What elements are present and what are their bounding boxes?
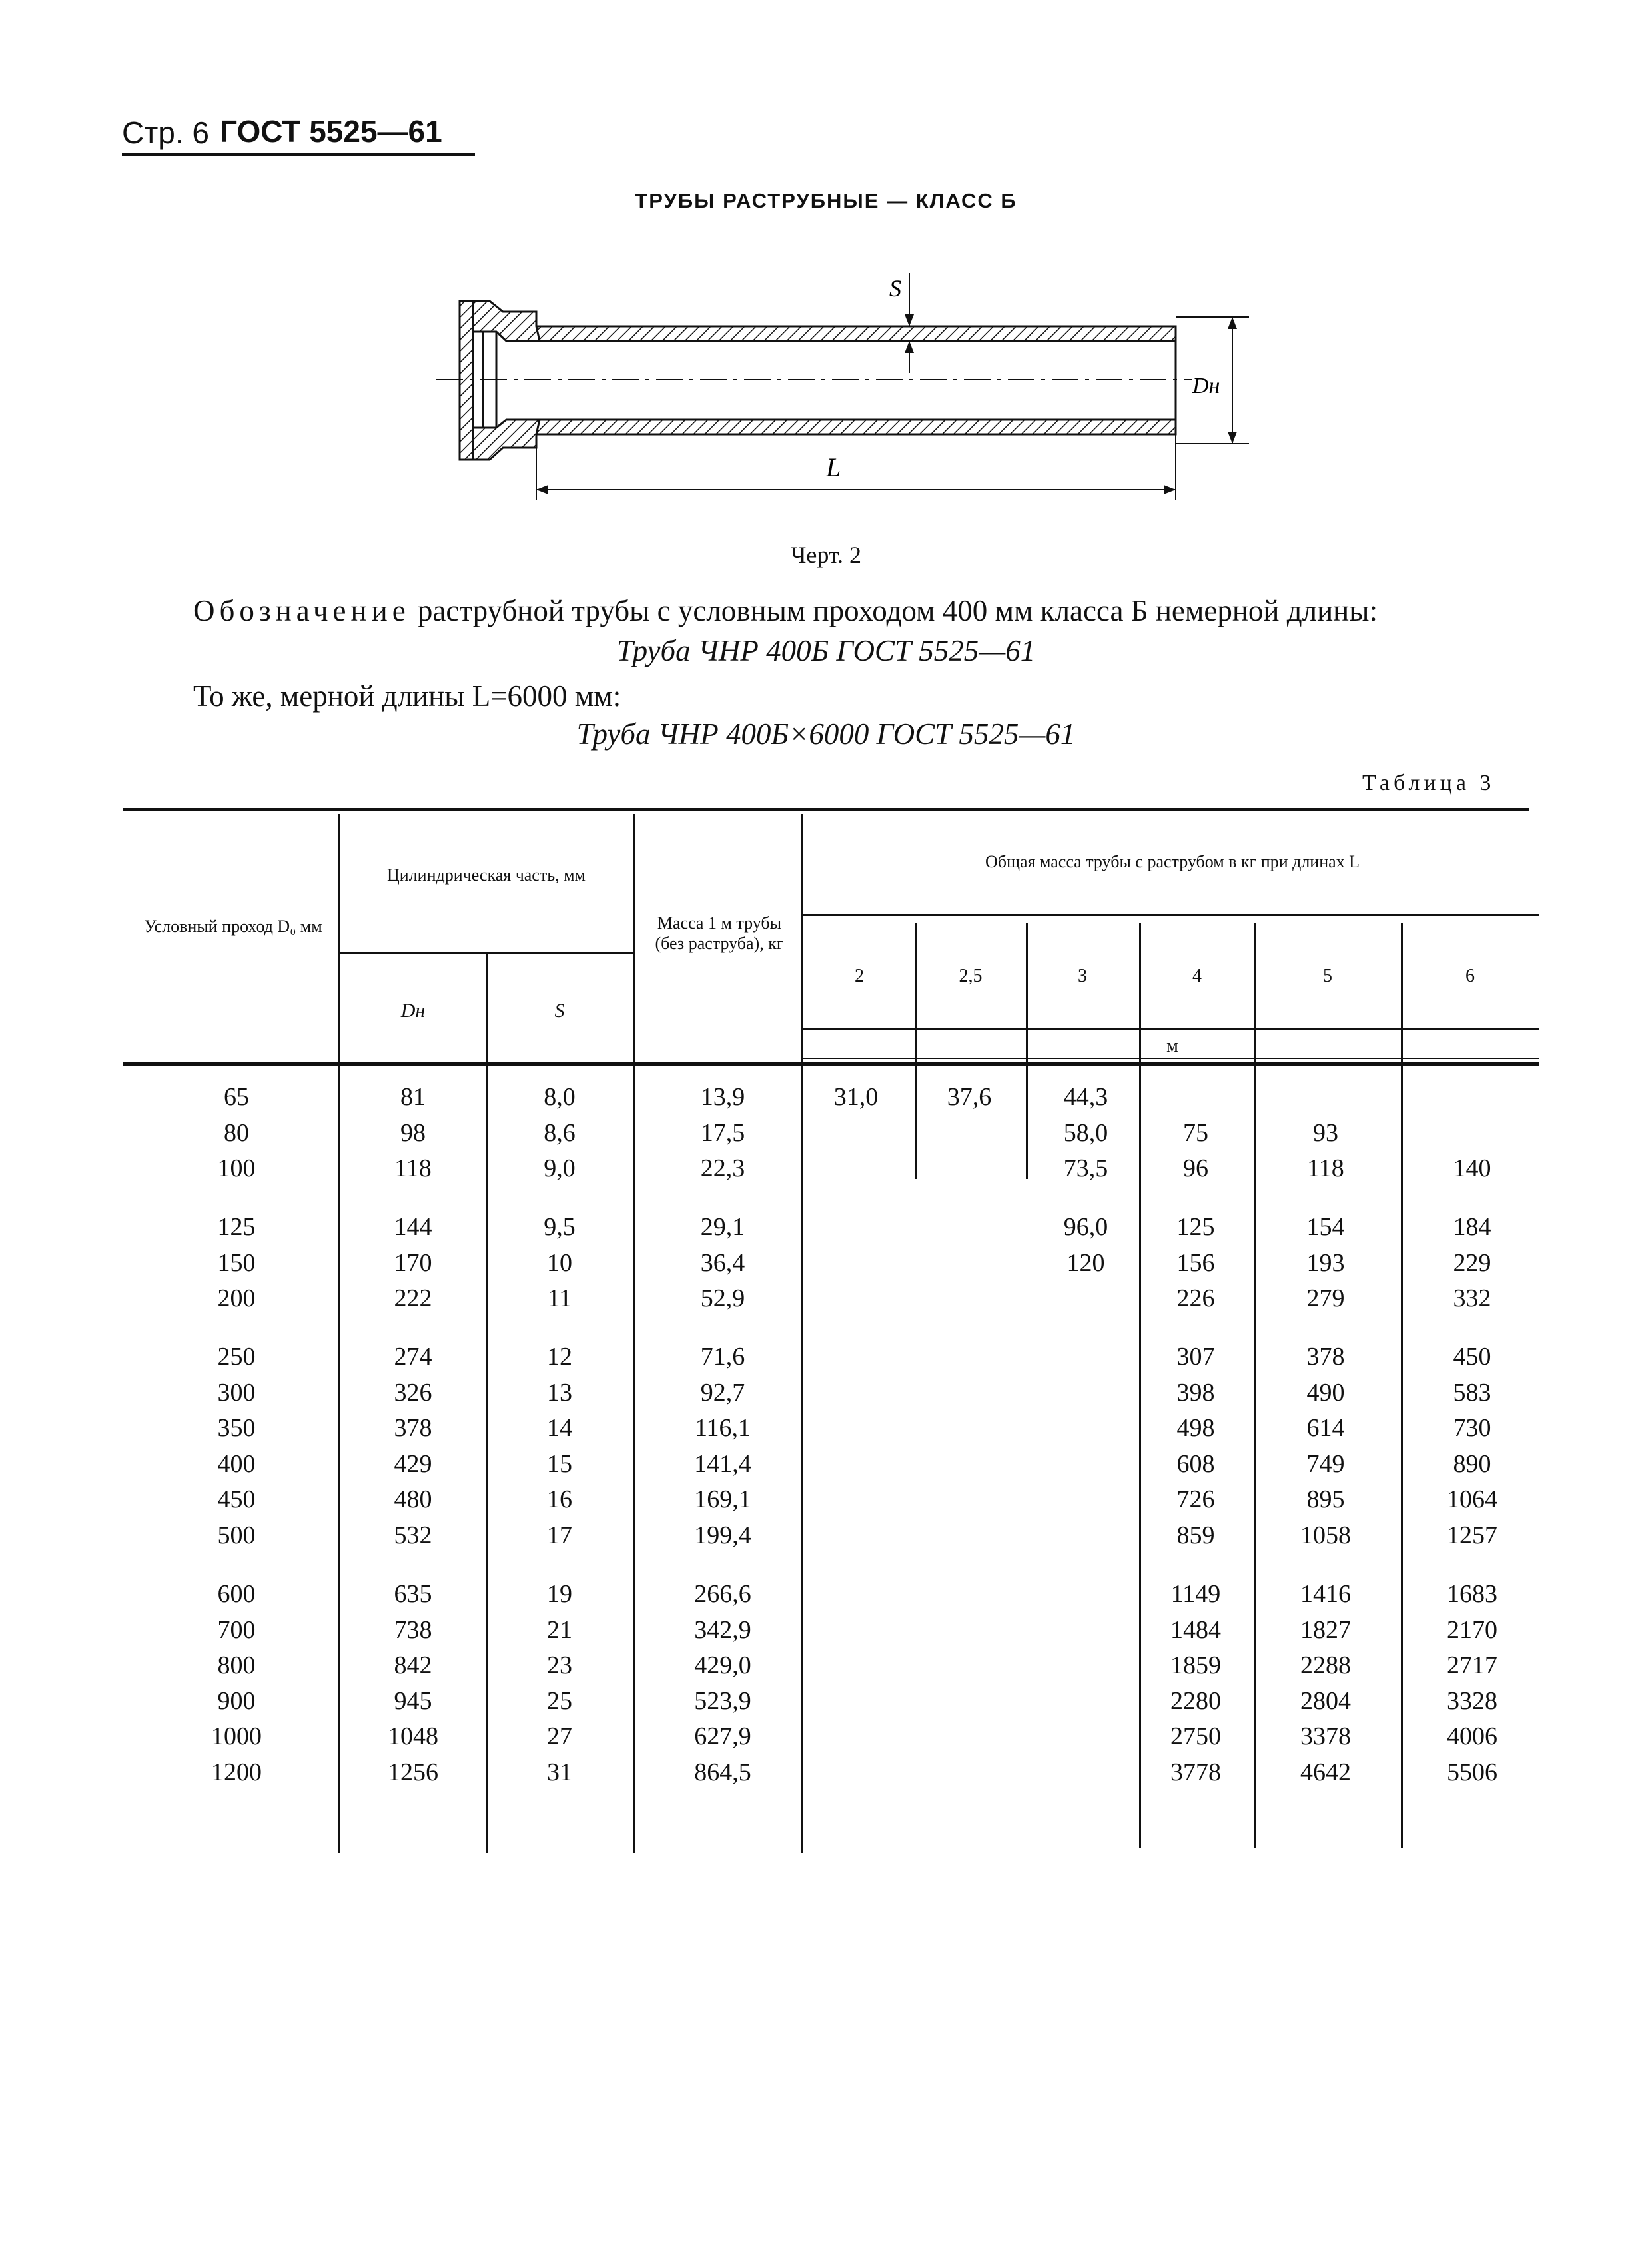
table-cell: 1257	[1447, 1521, 1497, 1549]
table-cell: 226	[1176, 1284, 1215, 1312]
table-cell: 523,9	[694, 1687, 751, 1715]
table-cell: 65	[224, 1083, 249, 1111]
table-cell: 44,3	[1063, 1083, 1108, 1111]
table-cell: 13,9	[700, 1083, 745, 1111]
table-cell: 13	[547, 1379, 572, 1407]
header-dn: Dн	[400, 1000, 426, 1022]
table-cell: 9,0	[544, 1154, 576, 1182]
table-cell: 895	[1306, 1485, 1345, 1513]
label-dn: Dн	[1192, 374, 1220, 398]
table-cell: 266,6	[694, 1580, 751, 1608]
table-cell: 125	[217, 1213, 256, 1241]
table-row	[0, 1378, 1652, 1413]
table-row	[0, 1342, 1652, 1377]
page-number: Стр. 6	[122, 115, 210, 150]
table-row	[0, 1154, 1652, 1188]
table-cell: 125	[1176, 1213, 1215, 1241]
label-s: S	[889, 275, 901, 302]
table-row	[0, 1521, 1652, 1555]
table-cell: 12	[547, 1343, 572, 1371]
table-cell: 3328	[1447, 1687, 1497, 1715]
header-nominal: Условный проход D₀ мм	[144, 917, 322, 936]
table-cell: 1859	[1170, 1651, 1221, 1679]
table-cell: 350	[217, 1414, 256, 1442]
table-cell: 229	[1453, 1249, 1491, 1277]
table-cell: 307	[1176, 1343, 1215, 1371]
table-cell: 800	[217, 1651, 256, 1679]
table-cell: 842	[394, 1651, 432, 1679]
table-cell: 16	[547, 1485, 572, 1513]
header-s: S	[554, 1000, 565, 1022]
label-l: L	[826, 452, 841, 482]
table-cell: 635	[394, 1580, 432, 1608]
table-cell: 279	[1306, 1284, 1345, 1312]
table-cell: 19	[547, 1580, 572, 1608]
table-cell: 80	[224, 1119, 249, 1147]
table-label: Таблица 3	[1362, 771, 1495, 795]
table-cell: 614	[1306, 1414, 1345, 1442]
table-cell: 1484	[1170, 1616, 1221, 1644]
table-cell: 400	[217, 1450, 256, 1478]
table-cell: 9,5	[544, 1213, 576, 1241]
table-cell: 120	[1066, 1249, 1105, 1277]
table-row	[0, 1449, 1652, 1484]
table-cell: 1256	[388, 1758, 438, 1786]
table-cell: 96,0	[1063, 1213, 1108, 1241]
table-cell: 1149	[1170, 1580, 1221, 1608]
table-cell: 583	[1453, 1379, 1491, 1407]
measured-length-example: Труба ЧНР 400Б×6000 ГОСТ 5525—61	[576, 717, 1076, 751]
table-cell: 73,5	[1063, 1154, 1108, 1182]
table-cell: 450	[1453, 1343, 1491, 1371]
table-cell: 184	[1453, 1213, 1491, 1241]
table-cell: 2750	[1170, 1722, 1221, 1750]
table-cell: 2280	[1170, 1687, 1221, 1715]
table-row	[0, 1651, 1652, 1685]
table-cell: 1000	[211, 1722, 262, 1750]
table-cell: 864,5	[694, 1758, 751, 1786]
table-cell: 21	[547, 1616, 572, 1644]
table-cell: 140	[1453, 1154, 1491, 1182]
table-row	[0, 1284, 1652, 1318]
table-cell: 1683	[1447, 1580, 1497, 1608]
length-3: 3	[1078, 966, 1087, 986]
table-cell: 5506	[1447, 1758, 1497, 1786]
section-title: ТРУБЫ РАСТРУБНЫЕ — КЛАСС Б	[635, 189, 1017, 212]
measured-length-text: То же, мерной длины L=6000 мм:	[193, 679, 621, 713]
table-row	[0, 1212, 1652, 1247]
table-cell: 900	[217, 1687, 256, 1715]
table-row	[0, 1579, 1652, 1614]
table-cell: 1200	[211, 1758, 262, 1786]
table-cell: 8,0	[544, 1083, 576, 1111]
table-cell: 36,4	[700, 1249, 745, 1277]
table-cell: 2170	[1447, 1616, 1497, 1644]
table-cell: 17	[547, 1521, 572, 1549]
header-mass: Масса 1 м трубы (без раструба), кг	[655, 913, 784, 954]
table-cell: 2804	[1300, 1687, 1351, 1715]
table-cell: 58,0	[1063, 1119, 1108, 1147]
length-2: 2	[855, 966, 864, 986]
table-cell: 274	[394, 1343, 432, 1371]
table-row	[0, 1413, 1652, 1448]
table-cell: 31	[547, 1758, 572, 1786]
table-cell: 15	[547, 1450, 572, 1478]
table-cell: 100	[217, 1154, 256, 1182]
table-cell: 300	[217, 1379, 256, 1407]
table-cell: 81	[400, 1083, 426, 1111]
table-row	[0, 1118, 1652, 1153]
table-row	[0, 1686, 1652, 1721]
table-cell: 490	[1306, 1379, 1345, 1407]
table-cell: 154	[1306, 1213, 1345, 1241]
standard-id: ГОСТ 5525—61	[220, 114, 442, 149]
table-cell: 118	[1307, 1154, 1344, 1182]
table-cell: 700	[217, 1616, 256, 1644]
table-cell: 75	[1183, 1119, 1208, 1147]
table-cell: 92,7	[700, 1379, 745, 1407]
designation-word: Обозначение	[193, 594, 410, 627]
table-cell: 738	[394, 1616, 432, 1644]
table-cell: 332	[1453, 1284, 1491, 1312]
table-cell: 1058	[1300, 1521, 1351, 1549]
table-cell: 1827	[1300, 1616, 1351, 1644]
length-unit: м	[1166, 1036, 1178, 1056]
table-cell: 480	[394, 1485, 432, 1513]
table-cell: 726	[1176, 1485, 1215, 1513]
table-cell: 11	[547, 1284, 572, 1312]
table-cell: 3778	[1170, 1758, 1221, 1786]
table-cell: 326	[394, 1379, 432, 1407]
table-cell: 156	[1176, 1249, 1215, 1277]
table-row	[0, 1485, 1652, 1519]
table-cell: 22,3	[700, 1154, 745, 1182]
table-cell: 25	[547, 1687, 572, 1715]
header-cylindrical: Цилиндрическая часть, мм	[387, 865, 586, 885]
length-5: 5	[1323, 966, 1332, 986]
table-cell: 429	[394, 1450, 432, 1478]
table-cell: 14	[547, 1414, 572, 1442]
table-row	[0, 1248, 1652, 1283]
table-row	[0, 1082, 1652, 1117]
table-cell: 2288	[1300, 1651, 1351, 1679]
table-cell: 93	[1313, 1119, 1338, 1147]
designation-example: Труба ЧНР 400Б ГОСТ 5525—61	[616, 634, 1036, 667]
table-cell: 200	[217, 1284, 256, 1312]
table-cell: 17,5	[700, 1119, 745, 1147]
table-cell: 429,0	[694, 1651, 751, 1679]
designation-rest: раструбной трубы с условным проходом 400 мм класса Б немерной длины:	[410, 594, 1378, 627]
length-4: 4	[1192, 966, 1202, 986]
table-cell: 37,6	[947, 1083, 992, 1111]
table-cell: 71,6	[700, 1343, 745, 1371]
table-cell: 116,1	[694, 1414, 751, 1442]
table-cell: 342,9	[694, 1616, 751, 1644]
table-cell: 141,4	[694, 1450, 751, 1478]
table-cell: 1416	[1300, 1580, 1351, 1608]
table-cell: 27	[547, 1722, 572, 1750]
table-cell: 378	[1306, 1343, 1345, 1371]
table-cell: 4642	[1300, 1758, 1351, 1786]
table-cell: 23	[547, 1651, 572, 1679]
table-cell: 398	[1176, 1379, 1215, 1407]
table-cell: 1048	[388, 1722, 438, 1750]
table-cell: 2717	[1447, 1651, 1497, 1679]
table-cell: 8,6	[544, 1119, 576, 1147]
table-cell: 170	[394, 1249, 432, 1277]
table-cell: 29,1	[700, 1213, 745, 1241]
table-cell: 890	[1453, 1450, 1491, 1478]
table-cell: 532	[394, 1521, 432, 1549]
table-cell: 52,9	[700, 1284, 745, 1312]
table-cell: 627,9	[694, 1722, 751, 1750]
length-6: 6	[1465, 966, 1475, 986]
table-row	[0, 1722, 1652, 1756]
table-cell: 144	[394, 1213, 432, 1241]
table-cell: 378	[394, 1414, 432, 1442]
table-cell: 98	[400, 1119, 426, 1147]
table-cell: 96	[1183, 1154, 1208, 1182]
table-cell: 600	[217, 1580, 256, 1608]
table-cell: 10	[547, 1249, 572, 1277]
table-cell: 169,1	[694, 1485, 751, 1513]
table-cell: 193	[1306, 1249, 1345, 1277]
figure-caption: Черт. 2	[791, 542, 861, 568]
table-cell: 498	[1176, 1414, 1215, 1442]
table-cell: 500	[217, 1521, 256, 1549]
table-cell: 199,4	[694, 1521, 751, 1549]
table-cell: 3378	[1300, 1722, 1351, 1750]
table-row	[0, 1615, 1652, 1650]
header-total-mass: Общая масса трубы с раструбом в кг при длинах L	[985, 852, 1360, 871]
table-cell: 31,0	[833, 1083, 879, 1111]
table-cell: 450	[217, 1485, 256, 1513]
table-cell: 250	[217, 1343, 256, 1371]
table-row	[0, 1758, 1652, 1792]
table-cell: 222	[394, 1284, 432, 1312]
table-cell: 730	[1453, 1414, 1491, 1442]
table-cell: 608	[1176, 1450, 1215, 1478]
table-cell: 4006	[1447, 1722, 1497, 1750]
table-cell: 150	[217, 1249, 256, 1277]
length-2-5: 2,5	[959, 966, 983, 986]
table-cell: 859	[1176, 1521, 1215, 1549]
table-cell: 118	[394, 1154, 432, 1182]
table-cell: 749	[1306, 1450, 1345, 1478]
table-cell: 945	[394, 1687, 432, 1715]
table-cell: 1064	[1447, 1485, 1497, 1513]
